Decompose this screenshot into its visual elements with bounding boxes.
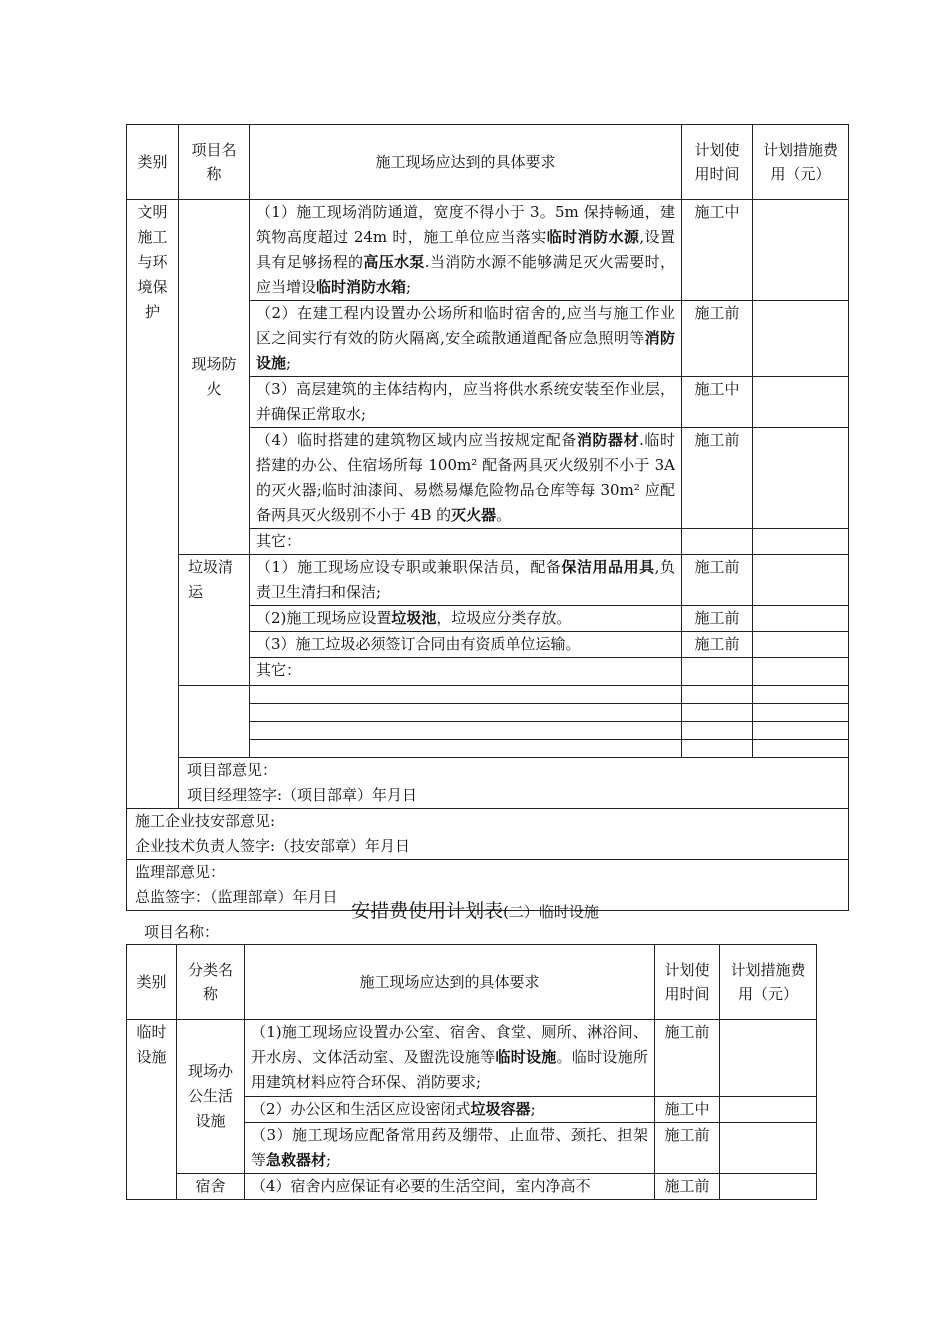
empty-cell[interactable] [753,740,849,758]
cost-input-cell[interactable] [753,200,849,301]
empty-cell[interactable] [682,686,753,704]
requirement-text [245,1020,655,1097]
requirement-segment: ; [406,278,412,296]
planned-time: 施工前 [682,428,753,529]
requirement-segment: ,设置具有足够扬程的 [256,228,675,271]
requirement-segment: 。临时设施所用建筑材料应符合环保、消防要求; [251,1048,648,1091]
requirement-segment: .当消防水源不能够满足灭火需要时，应当增设 [256,253,675,296]
requirement-text [250,606,682,632]
cost-input-cell[interactable] [753,529,849,555]
planned-time [682,529,753,555]
requirement-segment: （4）宿舍内应保证有必要的生活空间，室内净高不 [251,1177,591,1195]
empty-cell[interactable] [682,704,753,722]
emphasis-text: 高压水泵 [363,253,425,271]
requirement-segment: .临时搭建的办公、住宿场所每 100m² 配备两具灭火级别不小于 3A 的灭火器;临时油漆间、易燃易爆危险物品仓库等每 30m² 应配备两具灭火级别不小于 4B 的 [256,431,675,524]
header-item-name: 分类名称 [177,945,245,1020]
requirement-text [245,1123,655,1174]
requirement-text [250,301,682,377]
requirement-segment: （1）施工现场消防通道，宽度不得小于 3。5m 保持畅通，建筑物高度超过 24m 时，施工单位应当落实 [256,203,675,246]
requirement-text [245,1097,655,1123]
emphasis-text: 灭火器 [451,506,497,524]
planned-time: 施工前 [682,555,753,606]
header-planned-time: 计划使用时间 [682,125,753,200]
opinion-label: 施工企业技安部意见: [135,812,276,830]
planned-time: 施工前 [682,301,753,377]
requirement-segment: ，垃圾应分类存放。 [436,609,572,627]
safety-plan-table-temporary-facilities [126,944,817,1200]
cost-input-cell[interactable] [753,632,849,658]
emphasis-text: 临时设施 [495,1048,557,1066]
requirement-segment: （1)施工现场应设置办公室、宿舍、食堂、厕所、淋浴间、开水房、文体活动室、及盥洗设施等 [251,1023,648,1066]
requirement-segment: 其它： [256,661,302,679]
header-requirements: 施工现场应达到的具体要求 [250,125,682,200]
planned-time: 施工前 [655,1020,720,1097]
header-category: 类别 [127,125,179,200]
section-title [0,896,950,923]
requirement-segment: ; [530,1100,536,1118]
empty-cell[interactable] [250,740,682,758]
planned-time: 施工中 [682,377,753,428]
empty-cell[interactable] [682,740,753,758]
requirement-segment: （2）在建工程内设置办公场所和临时宿舍的,应当与施工作业区之间实行有效的防火隔离,安全疏散通道配备应急照明等 [256,304,675,347]
emphasis-text: 急救器材 [266,1151,327,1169]
signature-line: 总监签字：（监理部章）年月日 [135,888,338,906]
cost-input-cell[interactable] [753,555,849,606]
project-dept-opinion [179,758,849,809]
requirement-segment: （1）施工现场应设专职或兼职保洁员，配备 [256,558,562,576]
planned-time: 施工中 [655,1097,720,1123]
header-item-name: 项目名称 [179,125,250,200]
emphasis-text: 垃圾容器 [470,1100,531,1118]
signature-line: 企业技术负责人签字:（技安部章）年月日 [135,837,411,855]
emphasis-text: 消防设施 [256,329,675,372]
emphasis-text: 垃圾池 [391,609,437,627]
cost-input-cell[interactable] [720,1097,817,1123]
requirement-segment: （3）高层建筑的主体结构内，应当将供水系统安装至作业层，并确保正常取水; [256,380,675,423]
empty-group-cell [179,686,250,758]
cost-input-cell[interactable] [720,1123,817,1174]
emphasis-text: 保洁用品用具 [561,558,655,576]
cost-input-cell[interactable] [720,1020,817,1097]
cost-input-cell[interactable] [753,428,849,529]
planned-time: 施工前 [655,1174,720,1200]
requirement-other [250,658,682,686]
requirement-text [250,632,682,658]
planned-time: 施工前 [682,632,753,658]
requirement-segment: 其它： [256,532,302,550]
requirement-text [250,428,682,529]
empty-cell[interactable] [250,704,682,722]
group-name-dormitory: 宿舍 [177,1174,245,1200]
project-name-label: 项目名称： [144,923,220,941]
group-name-garbage: 垃圾清运 [179,555,250,686]
planned-time [682,658,753,686]
planned-time: 施工前 [655,1123,720,1174]
requirement-segment: ; [326,1151,332,1169]
header-planned-time: 计划使用时间 [655,945,720,1020]
requirement-segment: 。 [496,506,512,524]
opinion-label: 监理部意见： [135,863,226,881]
signature-line: 项目经理签字:（项目部章）年月日 [187,786,418,804]
empty-cell[interactable] [682,722,753,740]
planned-time: 施工前 [682,606,753,632]
safety-plan-table-fire-garbage [126,124,849,911]
header-planned-cost: 计划措施费用（元） [753,125,849,200]
empty-cell[interactable] [753,704,849,722]
safety-dept-opinion [127,809,849,860]
emphasis-text: 临时消防水箱 [316,278,407,296]
header-planned-cost: 计划措施费用（元） [720,945,817,1020]
requirement-other [250,529,682,555]
requirement-segment: （2)施工现场应设置 [256,609,392,627]
emphasis-text: 临时消防水源 [546,228,640,246]
category-cell: 临时设施 [127,1020,177,1200]
opinion-label: 项目部意见： [187,761,278,779]
requirement-segment: （2）办公区和生活区应设密闭式 [251,1100,471,1118]
requirement-segment: （4）临时搭建的建筑物区域内应当按规定配备 [256,431,577,449]
section-title-main: 安措费使用计划表 [351,900,504,922]
requirement-segment: ,负责卫生清扫和保洁; [256,558,675,601]
category-cell: 文明施工与环境保护 [127,200,179,809]
empty-cell[interactable] [250,722,682,740]
requirement-segment: （3）施工垃圾必须签订合同由有资质单位运输。 [256,635,581,653]
group-name-fire: 现场防火 [179,200,250,555]
cost-input-cell[interactable] [753,301,849,377]
planned-time: 施工中 [682,200,753,301]
emphasis-text: 消防器材 [576,431,640,449]
group-name-office-living: 现场办公生活设施 [177,1020,245,1174]
requirement-text [245,1174,655,1200]
empty-cell[interactable] [753,686,849,704]
section-subtitle: (二）临时设施 [503,903,599,921]
cost-input-cell[interactable] [753,658,849,686]
header-category: 类别 [127,945,177,1020]
requirement-segment: ; [286,354,292,372]
empty-cell[interactable] [250,686,682,704]
requirement-text [250,377,682,428]
requirement-text [250,555,682,606]
header-requirements: 施工现场应达到的具体要求 [245,945,655,1020]
empty-cell[interactable] [753,722,849,740]
cost-input-cell[interactable] [753,606,849,632]
requirement-text [250,200,682,301]
requirement-segment: （3）施工现场应配备常用药及绷带、止血带、颈托、担架等 [251,1126,648,1169]
cost-input-cell[interactable] [753,377,849,428]
cost-input-cell[interactable] [720,1174,817,1200]
